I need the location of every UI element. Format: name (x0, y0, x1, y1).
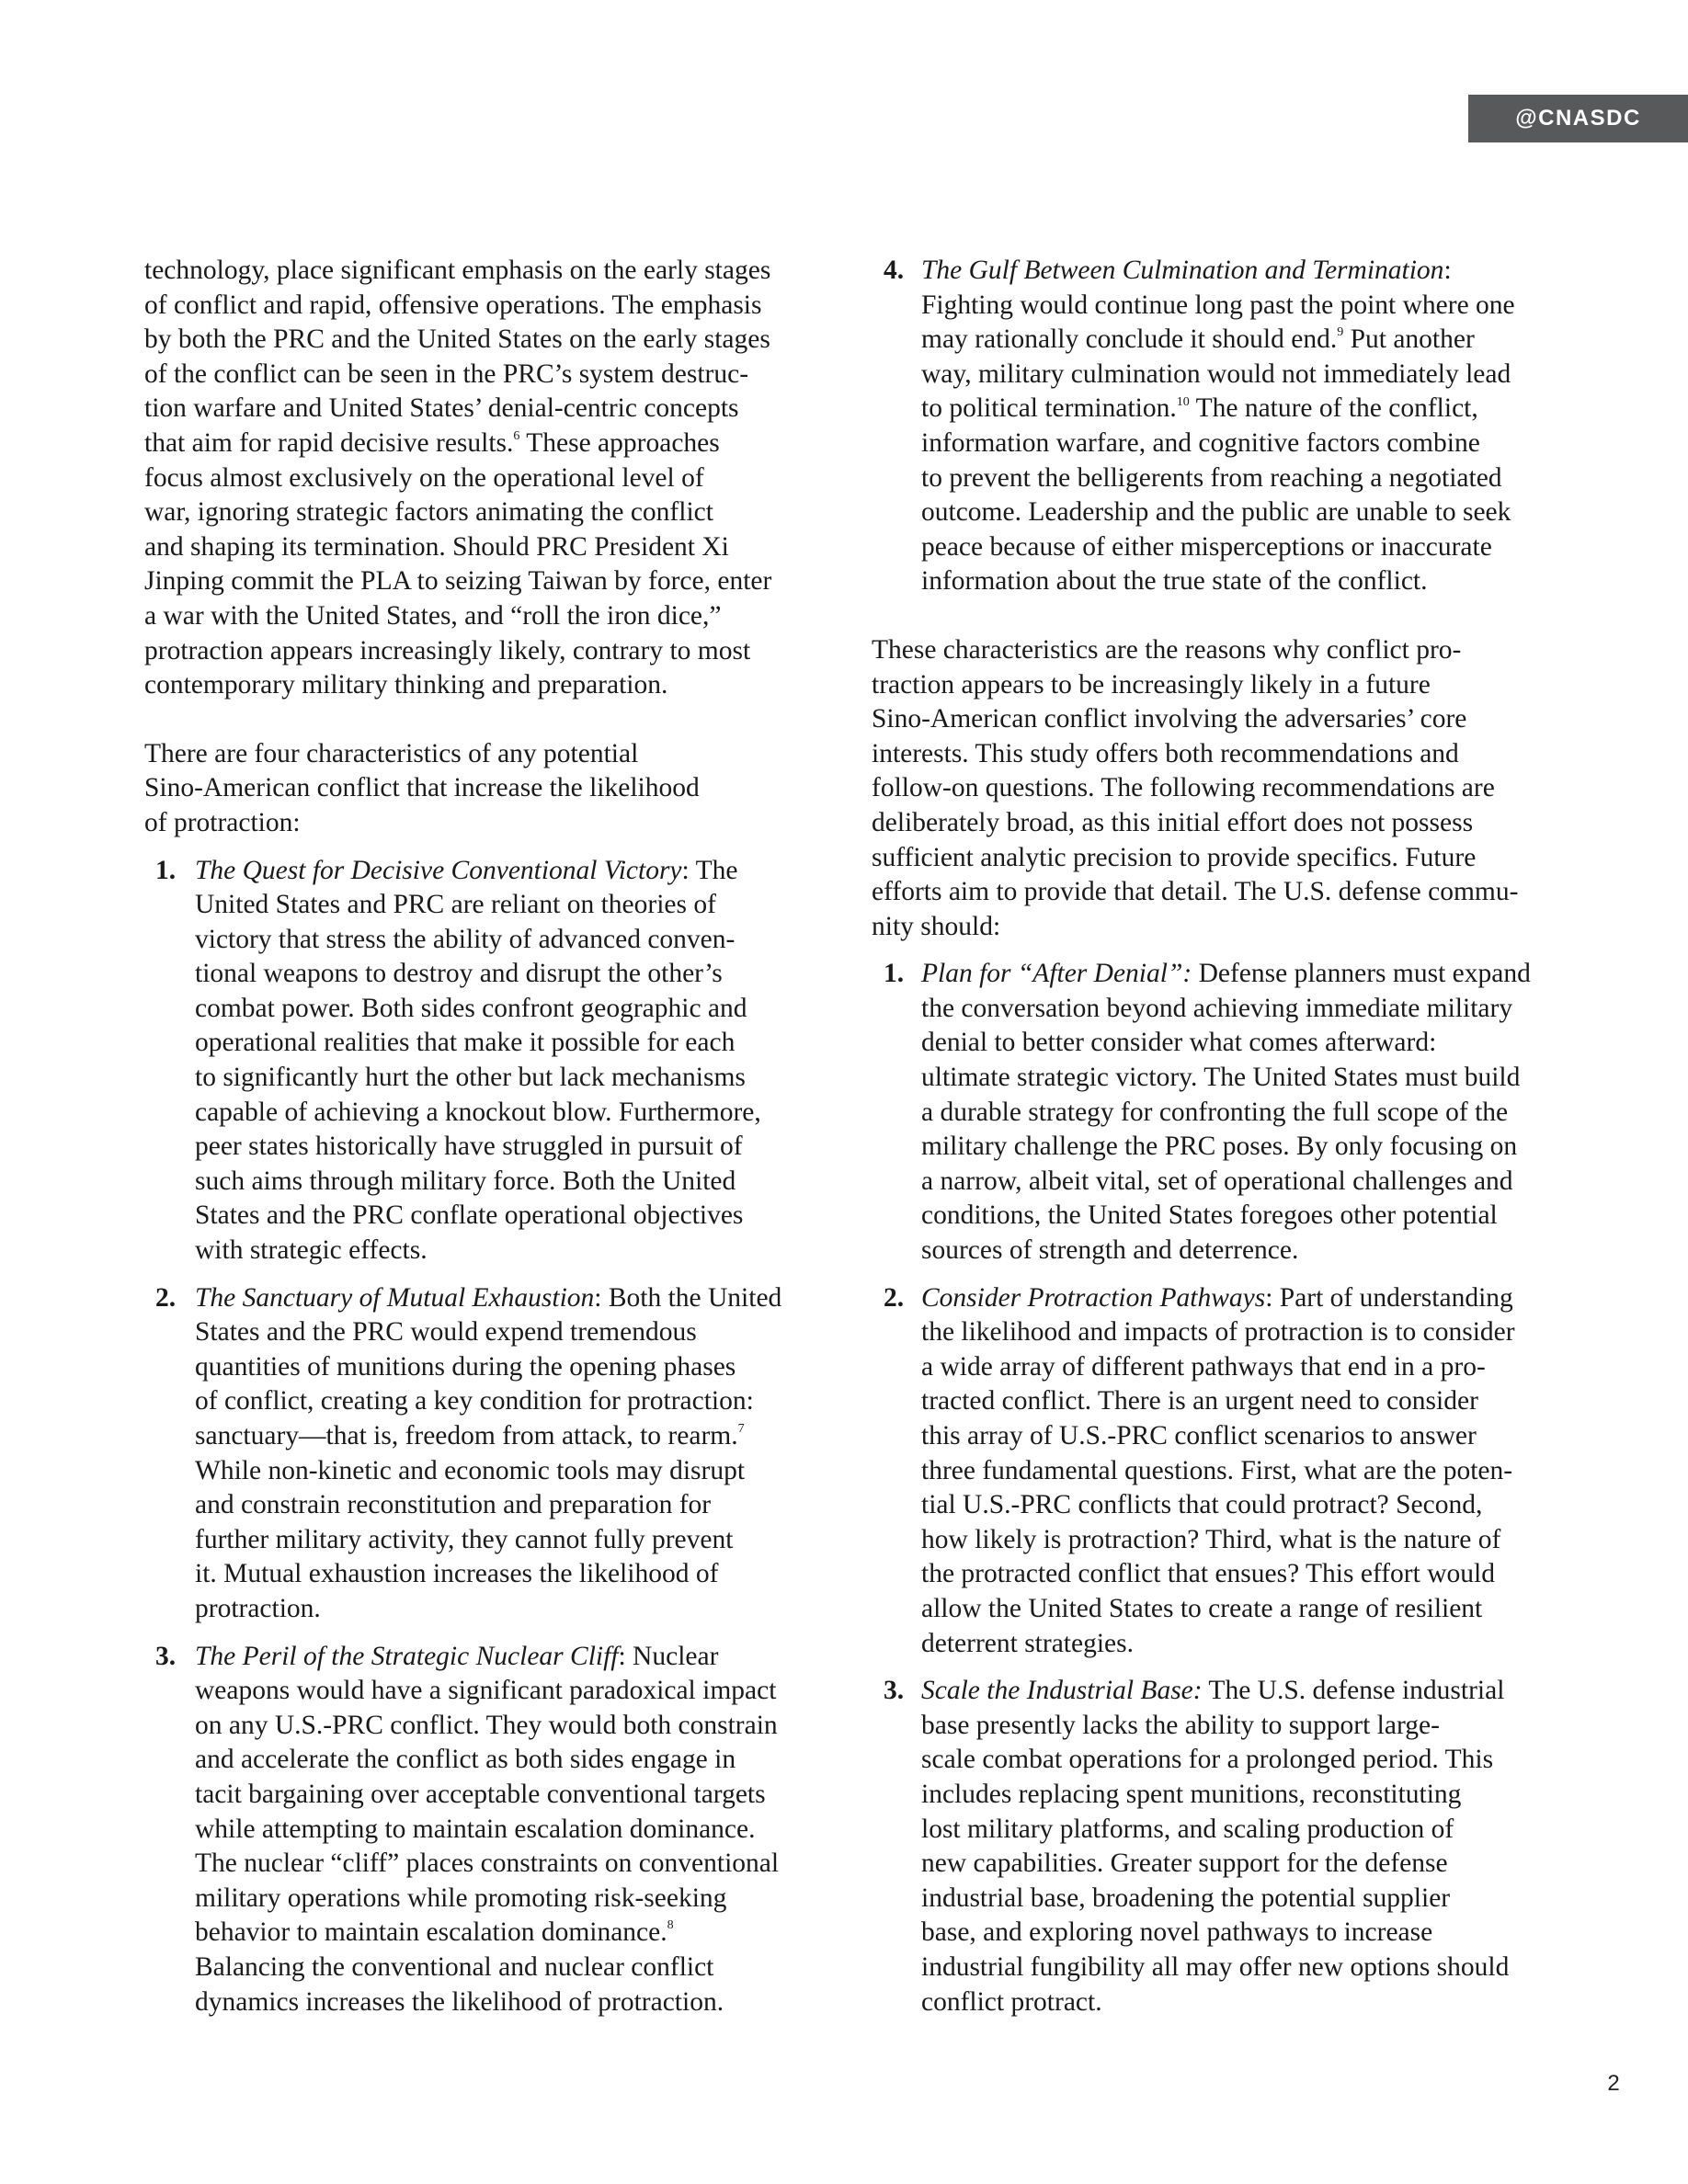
right-column (872, 254, 1572, 2032)
footnote-ref: 10 (1176, 394, 1190, 409)
list-item: 3. The Peril of the Strategic Nuclear Cliff: Nuclear weapons would have a significant paradoxical impact on any U.S.-PRC conflict. They would both constrain and accelerate the conflict as both sides engage in tacit bargaining over acceptable conventional targets while attempting to maintain escalation dominance. The nuclear “cliff” places constraints on conventional military operations while promoting risk-seeking behavior to maintain escalation dominance.$^8$ Balancing the conventional and nuclear conflict dynamics increases the likelihood of protraction. (155, 1641, 780, 2017)
recommendation-item: 3. Scale the Industrial Base: The U.S. defense industrial base presently lacks the ability to support large- scale combat operations for a prolonged period. This includes replacing spent munitions, reconstituting lost military platforms, and scaling production of new capabilities. Greater support for the defense industrial base, broadening the potential supplier base, and exploring novel pathways to increase industrial fungibility all may offer new options should conflict protract. (884, 1676, 1510, 2017)
footnote-ref: 7 (737, 1422, 745, 1437)
page-number: 2 (1607, 2071, 1620, 2096)
list-number: 2. (155, 1282, 177, 1313)
footnote-ref: 6 (513, 429, 520, 444)
list-item-title: Plan for “After Denial”: (921, 959, 1192, 989)
list-number: 1. (155, 855, 177, 885)
list-number: 3. (884, 1676, 905, 1706)
list-number: 3. (155, 1641, 177, 1671)
list-item-title: The Gulf Between Culmination and Termination (921, 256, 1444, 285)
characteristics-intro: There are four characteristics of any potential Sino-American conflict that increase the likelihood of protraction: (144, 738, 700, 837)
list-item-title: Scale the Industrial Base: (921, 1676, 1203, 1706)
footnote-ref: 8 (667, 1918, 674, 1933)
list-number: 2. (884, 1282, 905, 1313)
social-handle: @CNASDC (1515, 106, 1641, 131)
social-handle-tab (1468, 95, 1688, 142)
list-item: 1. The Quest for Decisive Conventional Victory: The United States and PRC are reliant on theories of victory that stress the ability of advanced conven- tional weapons to destroy and disrupt the other’s combat power. Both sides confront geographic and operational realities that make it possible for each to significantly hurt the other but lack mechanisms capable of achieving a knockout blow. Furthermore, peer states historically have struggled in pursuit of such aims through military force. Both the United States and the PRC conflate operational objectives with strategic effects. (155, 855, 761, 1266)
recommendation-item: 1. Plan for “After Denial”: Defense planners must expand the conversation beyond achieving immediate military denial to better consider what comes afterward: ultimate strategic victory. The United States must build a durable strategy for confronting the full scope of the military challenge the PRC poses. By only focusing on a narrow, albeit vital, set of operational challenges and conditions, the United States foregoes other potential sources of strength and deterrence. (884, 959, 1531, 1266)
recommendations-intro: These characteristics are the reasons why conflict pro- traction appears to be increasingly likely in a future Sino-American conflict involving the adversaries’ core interests. This study offers both recommendations and follow-on questions. The following recommendations are deliberately broad, as this initial effort does not possess sufficient analytic precision to provide specifics. Future efforts aim to provide that detail. The U.S. defense commu- nity should: (872, 634, 1519, 941)
list-item-title: The Sanctuary of Mutual Exhaustion (195, 1282, 595, 1313)
list-item: 2. The Sanctuary of Mutual Exhaustion: Both the United States and the PRC would expend tremendous quantities of munitions during the opening phases of conflict, creating a key condition for protraction: sanctuary—that is, freedom from attack, to rearm.$^7$ While non-kinetic and economic tools may disrupt and constrain reconstitution and preparation for further military activity, they cannot fully prevent it. Mutual exhaustion increases the likelihood of protraction. (155, 1282, 782, 1623)
intro-paragraph: technology, place significant emphasis on the early stages of conflict and rapid, offensive operations. The emphasis by both the PRC and the United States on the early stages of the conflict can be seen in the PRC’s system destruc- tion warfare and United States’ denial-centric concepts that aim for rapid decisive results.$^6$ These approaches focus almost exclusively on the operational level of war, ignoring strategic factors animating the conflict and shaping its termination. Should PRC President Xi Jinping commit the PLA to seizing Taiwan by force, enter a war with the United States, and “roll the iron dice,” protraction appears increasingly likely, contrary to most contemporary military thinking and preparation. (144, 256, 772, 700)
footnote-ref: 9 (1337, 325, 1344, 340)
left-column (144, 254, 825, 2032)
list-item-title: The Quest for Decisive Conventional Victory (195, 855, 682, 885)
list-number: 4. (884, 256, 905, 285)
list-item-title: The Peril of the Strategic Nuclear Cliff (195, 1641, 619, 1671)
list-number: 1. (884, 959, 905, 989)
recommendation-item: 2. Consider Protraction Pathways: Part of understanding the likelihood and impacts of protraction is to consider a wide array of different pathways that end in a pro- tracted conflict. There is an urgent need to consider this array of U.S.-PRC conflict scenarios to answer three fundamental questions. First, what are the poten- tial U.S.-PRC conflicts that could protract? Second, how likely is protraction? Third, what is the nature of the protracted conflict that ensues? This effort would allow the United States to create a range of resilient deterrent strategies. (884, 1282, 1515, 1658)
list-item-title: Consider Protraction Pathways (921, 1282, 1266, 1313)
list-item: 4. The Gulf Between Culmination and Termination: Fighting would continue long past the point where one may rationally conclude it should end.$^9$ Put another way, military culmination would not immediately lead to political termination.$^{10}$ The nature of the conflict, information warfare, and cognitive factors combine to prevent the belligerents from reaching a negotiated outcome. Leadership and the public are unable to seek peace because of either misperceptions or inaccurate information about the true state of the conflict. (884, 256, 1515, 597)
